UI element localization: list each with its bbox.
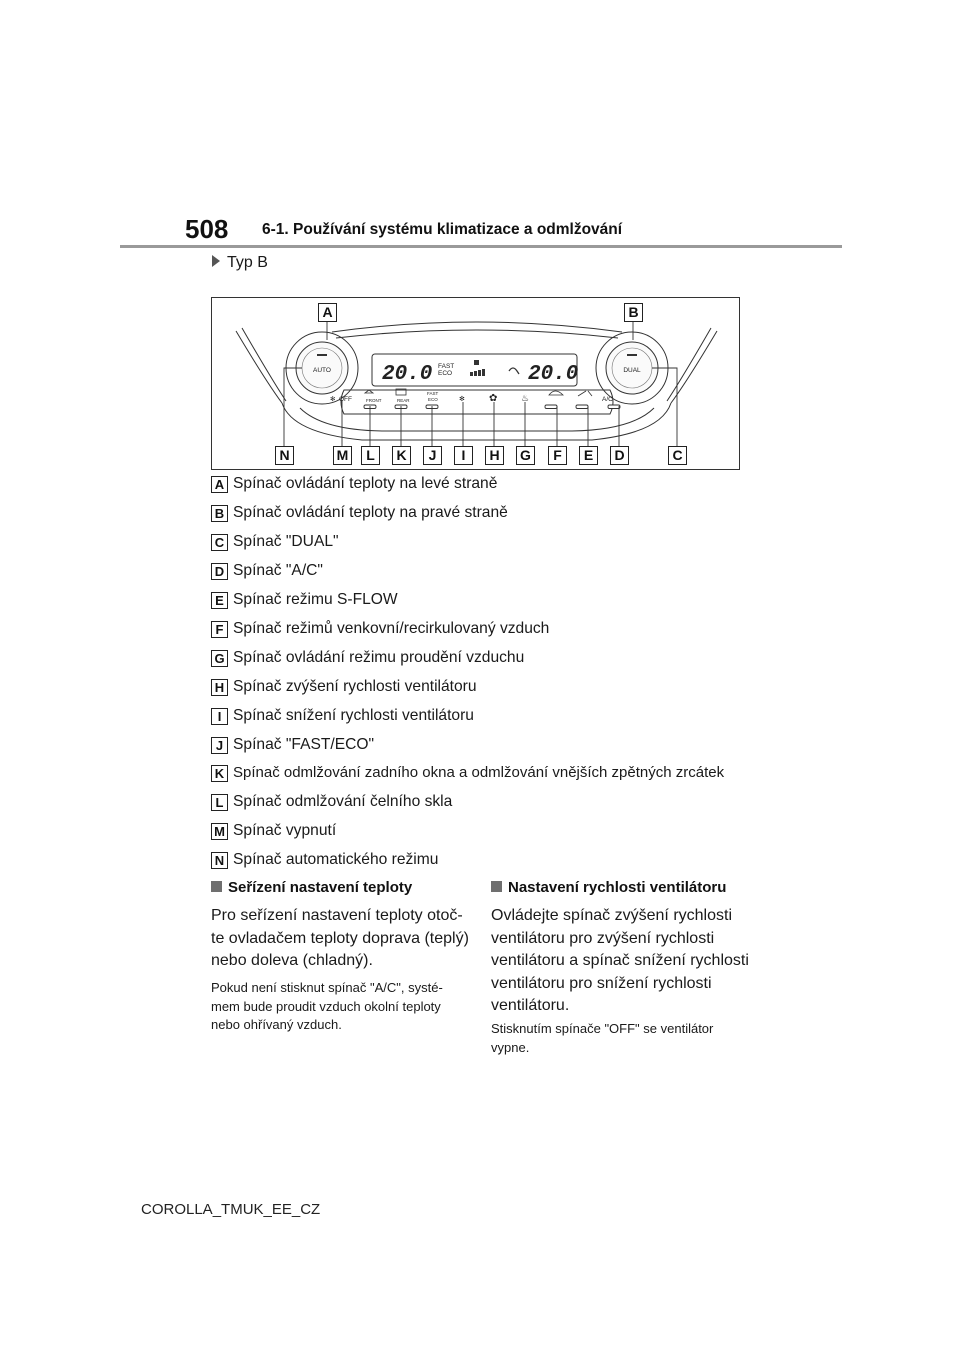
body-line: Ovládejte spínač zvýšení rychlosti	[491, 907, 732, 924]
body-line: ventilátoru.	[491, 997, 570, 1014]
display-fast-label: FAST	[438, 363, 455, 370]
panel-outer-edge-left	[236, 331, 282, 403]
legend-letter: J	[211, 737, 228, 754]
callout-m: M	[333, 446, 352, 465]
legend-letter: E	[211, 592, 228, 609]
document-code: COROLLA_TMUK_EE_CZ	[141, 1201, 321, 1218]
panel-outer-edge-right	[671, 331, 717, 403]
section-heading-fan-speed	[491, 879, 726, 896]
section-body-fan-speed	[491, 905, 749, 1018]
legend-letter: D	[211, 563, 228, 580]
callout-j: J	[423, 446, 442, 465]
legend-text: Spínač ovládání teploty na levé straně	[233, 475, 498, 492]
ac-button	[608, 405, 620, 409]
callout-i: I	[454, 446, 473, 465]
legend-text: Spínač ovládání režimu proudění vzduchu	[233, 649, 525, 666]
section-heading-text: Nastavení rychlosti ventilátoru	[508, 879, 727, 896]
display-airflow-icon	[509, 368, 519, 374]
section-heading-text: Seřízení nastavení teploty	[228, 879, 413, 896]
panel-bottom-inner	[300, 408, 654, 431]
legend-letter: I	[211, 708, 228, 725]
legend-letter: K	[211, 765, 228, 782]
callout-n: N	[275, 446, 294, 465]
body-line: ventilátoru pro snížení rychlosti	[491, 974, 712, 992]
callout-e: E	[579, 446, 598, 465]
right-temp-readout: 20.0	[528, 363, 579, 386]
eco-button-label: ECO	[428, 397, 438, 402]
legend-letter: H	[211, 679, 228, 696]
section-note-temperature	[211, 979, 443, 1035]
legend-letter: M	[211, 823, 228, 840]
callout-a: A	[318, 303, 337, 322]
note-line: nebo ohřívaný vzduch.	[211, 1017, 342, 1032]
type-label-text: Typ B	[227, 254, 268, 271]
rear-button-label: REAR	[397, 398, 410, 403]
body-line: te ovladačem teploty doprava (teplý)	[211, 929, 469, 947]
climate-panel-drawing	[212, 298, 740, 470]
legend-letter: L	[211, 794, 228, 811]
note-line: vypne.	[491, 1039, 530, 1055]
s-flow-button	[576, 405, 588, 409]
display-eco-label: ECO	[438, 370, 453, 377]
panel-inner-edge-right	[667, 328, 711, 401]
callout-c: C	[668, 446, 687, 465]
fan-off-icon-label: ✻	[330, 396, 336, 403]
legend-text: Spínač vypnutí	[233, 822, 337, 839]
page-number: 508	[185, 214, 229, 244]
note-line: mem bude proudit vzduch okolní teploty	[211, 998, 441, 1014]
climate-panel-figure	[211, 297, 740, 470]
left-temp-readout: 20.0	[382, 363, 433, 386]
section-body-temperature	[211, 905, 469, 973]
ac-button-label: A/C	[602, 396, 613, 403]
legend-text: Spínač "FAST/ECO"	[233, 736, 375, 753]
section-note-fan-speed	[491, 1020, 713, 1057]
legend-text: Spínač snížení rychlosti ventilátoru	[233, 707, 474, 724]
callout-g: G	[516, 446, 535, 465]
fan-up-icon: ✿	[489, 393, 498, 404]
fan-down-icon: ✻	[459, 396, 465, 403]
legend-letter: C	[211, 534, 228, 551]
callout-d: D	[610, 446, 629, 465]
legend-text: Spínač režimu S-FLOW	[233, 591, 398, 608]
fan-level-icon	[470, 360, 485, 376]
body-line: ventilátoru a spínač snížení rychlosti	[491, 952, 749, 969]
callout-h: H	[485, 446, 504, 465]
square-bullet-icon	[211, 881, 222, 892]
legend-text: Spínač "DUAL"	[233, 533, 339, 550]
recirculation-button	[545, 405, 557, 409]
legend-letter: F	[211, 621, 228, 638]
legend-text: Spínač ovládání teploty na pravé straně	[233, 504, 508, 521]
right-knob-label: DUAL	[623, 367, 641, 374]
s-flow-icon	[578, 391, 592, 396]
legend-text: Spínač odmlžování čelního skla	[233, 793, 453, 810]
square-bullet-icon	[491, 881, 502, 892]
type-label	[212, 254, 268, 272]
note-line: Stisknutím spínače "OFF" se ventilátor	[491, 1021, 714, 1036]
legend-text: Spínač automatického režimu	[233, 851, 439, 868]
legend-text: Spínač odmlžování zadního okna a odmlžování vnějších zpětných zrcátek	[233, 764, 725, 781]
left-knob-label: AUTO	[313, 367, 331, 374]
button-strip	[341, 390, 613, 414]
note-line: Pokud není stisknut spínač "A/C", systé-	[211, 980, 443, 995]
legend-letter: A	[211, 476, 228, 493]
body-line: nebo doleva (chladný).	[211, 952, 373, 969]
panel-top-arc-inner	[336, 330, 618, 338]
legend-text: Spínač režimů venkovní/recirkulovaný vzduch	[233, 620, 550, 637]
body-line: Pro seřízení nastavení teploty otoč-	[211, 907, 463, 924]
panel-inner-edge-left	[242, 328, 286, 401]
legend-letter: B	[211, 505, 228, 522]
airflow-mode-icon: ♨	[521, 393, 530, 403]
front-button-label: FRONT	[366, 398, 382, 403]
legend-text: Spínač zvýšení rychlosti ventilátoru	[233, 678, 477, 695]
chapter-title: 6-1. Používání systému klimatizace a odmlžování	[262, 221, 623, 238]
legend-letter: N	[211, 852, 228, 869]
off-button-label: OFF	[339, 396, 352, 403]
body-line: ventilátoru pro zvýšení rychlosti	[491, 929, 715, 947]
callout-k: K	[392, 446, 411, 465]
callout-l: L	[361, 446, 380, 465]
triangle-bullet-icon	[212, 255, 220, 267]
recirculation-icon	[549, 391, 563, 395]
callout-b: B	[624, 303, 643, 322]
header-divider	[120, 245, 842, 248]
section-heading-temperature	[211, 879, 412, 896]
legend-text: Spínač "A/C"	[233, 562, 323, 579]
callout-f: F	[548, 446, 567, 465]
fast-button-label: FAST	[427, 391, 439, 396]
legend-letter: G	[211, 650, 228, 667]
